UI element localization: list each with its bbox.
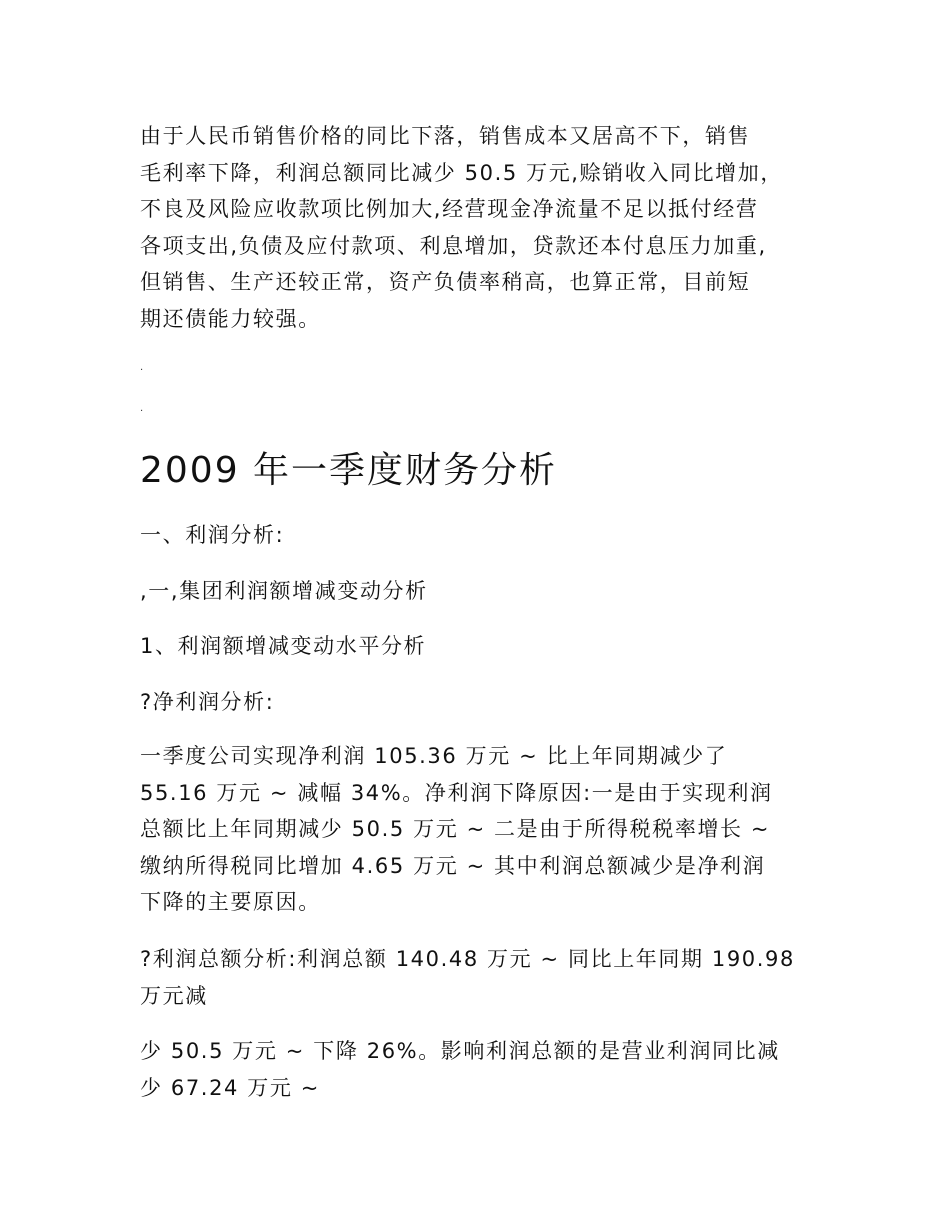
text-line: 缴纳所得税同比增加 4.65 万元 ~ 其中利润总额减少是净利润	[140, 853, 766, 878]
operating-profit-paragraph	[140, 1033, 780, 1106]
text-line: 下降的主要原因。	[140, 890, 321, 914]
text-line: 少 67.24 万元 ~	[140, 1075, 320, 1100]
net-profit-paragraph	[140, 738, 773, 921]
text-line: ?利润总额分析:利润总额 140.48 万元 ~ 同比上年同期 190.98	[140, 947, 795, 971]
text-line: 55.16 万元 ~ 减幅 34%。净利润下降原因:一是由于实现利润	[140, 780, 773, 805]
text-line: 总额比上年同期减少 50.5 万元 ~ 二是由于所得税税率增长 ~	[140, 817, 771, 841]
subsection-heading-net-profit: ?净利润分析:	[140, 690, 275, 714]
intro-paragraph	[140, 118, 783, 337]
text-line: 期还债能力较强。	[140, 306, 321, 331]
separator-dot: .	[140, 403, 144, 414]
text-line: 万元减	[140, 983, 208, 1008]
section-heading-profit-analysis: 一、利润分析:	[140, 523, 285, 547]
text-line: 不良及风险应收款项比例加大,经营现金净流量不足以抵付经营	[140, 197, 759, 221]
page-title: 2009 年一季度财务分析	[140, 450, 558, 491]
text-line: 少 50.5 万元 ~ 下降 26%。影响利润总额的是营业利润同比减	[140, 1039, 780, 1063]
text-line: 毛利率下降，利润总额同比减少 50.5 万元,赊销收入同比增加，	[140, 160, 783, 185]
text-line: 各项支出,负债及应付款项、利息增加，贷款还本付息压力加重,	[140, 233, 767, 258]
total-profit-paragraph	[140, 941, 795, 1014]
subsection-heading-profit-level: 1、利润额增减变动水平分析	[140, 634, 427, 658]
text-line: 但销售、生产还较正常，资产负债率稍高，也算正常，目前短	[140, 270, 751, 294]
separator-dot: .	[140, 362, 144, 373]
subsection-heading-group-profit: ,一,集团利润额增减变动分析	[140, 579, 428, 603]
text-line: 由于人民币销售价格的同比下落，销售成本又居高不下，销售	[140, 124, 751, 148]
text-line: 一季度公司实现净利润 105.36 万元 ~ 比上年同期减少了	[140, 744, 728, 768]
